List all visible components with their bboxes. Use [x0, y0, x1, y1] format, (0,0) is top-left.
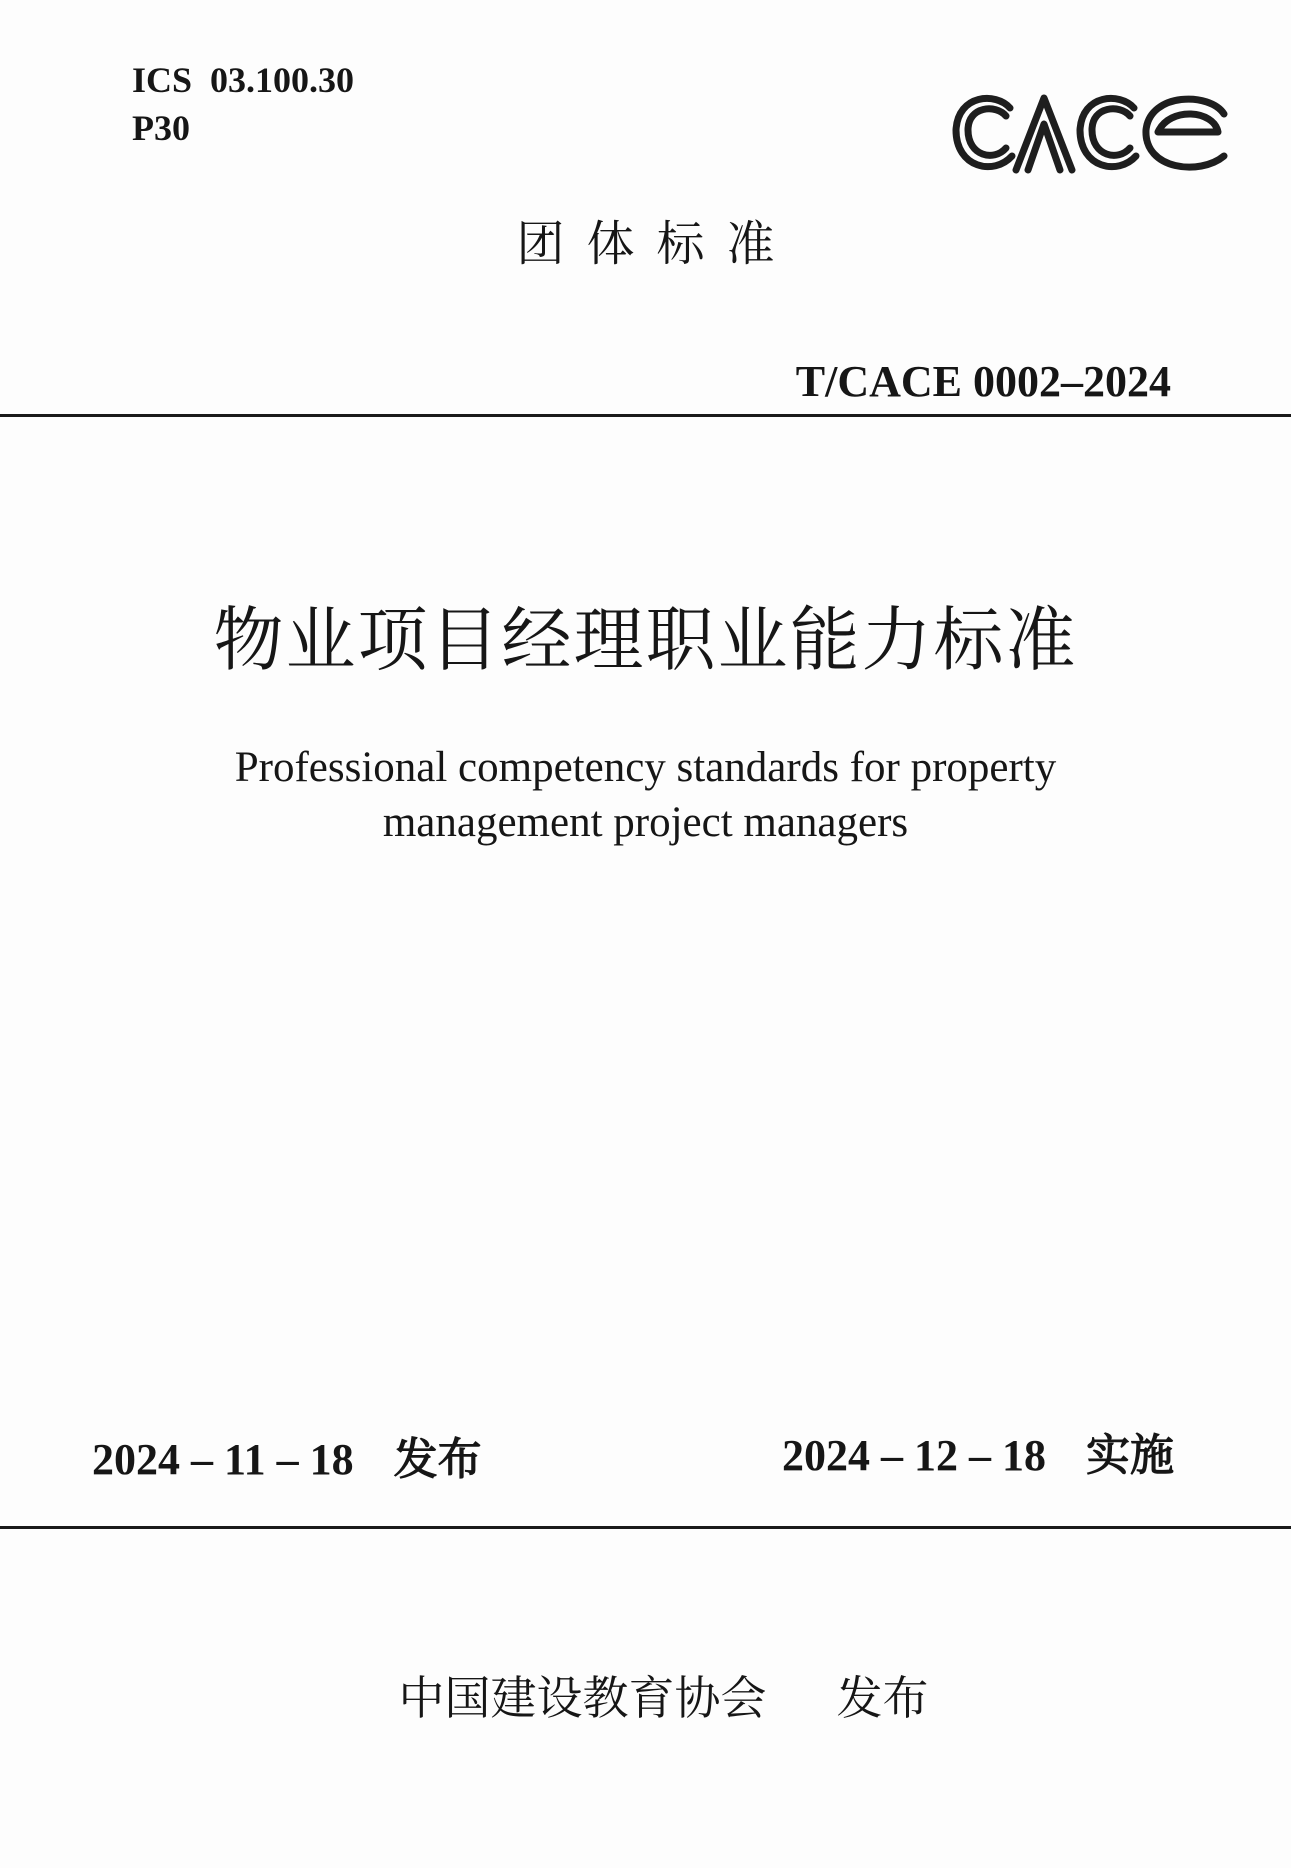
title-english — [0, 740, 1291, 850]
classification-code: P30 — [132, 108, 190, 148]
ics-classification — [132, 58, 354, 102]
bottom-divider — [0, 1526, 1291, 1529]
implementation-date: 2024 – 12 – 18 — [782, 1431, 1046, 1480]
publish-label: 发布 — [836, 1671, 929, 1725]
standard-number: T/CACE 0002–2024 — [795, 357, 1171, 406]
standard-type: 团体标准 — [516, 216, 797, 272]
cace-logo — [948, 84, 1232, 180]
title-english-line2: management project managers — [382, 799, 909, 846]
issue-date-block — [92, 1432, 482, 1488]
title-english-line1: Professional competency standards for property — [234, 744, 1057, 791]
implementation-date-block — [782, 1428, 1174, 1484]
issue-label: 发布 — [393, 1434, 482, 1485]
publisher-name: 中国建设教育协会 — [398, 1671, 767, 1725]
implementation-label: 实施 — [1086, 1430, 1174, 1481]
publisher-block — [0, 1668, 1291, 1728]
ics-label: ICS — [132, 60, 193, 100]
title-chinese: 物业项目经理职业能力标准 — [213, 599, 1078, 681]
top-divider — [0, 414, 1291, 417]
ics-code: 03.100.30 — [210, 60, 355, 100]
issue-date: 2024 – 11 – 18 — [92, 1435, 354, 1484]
